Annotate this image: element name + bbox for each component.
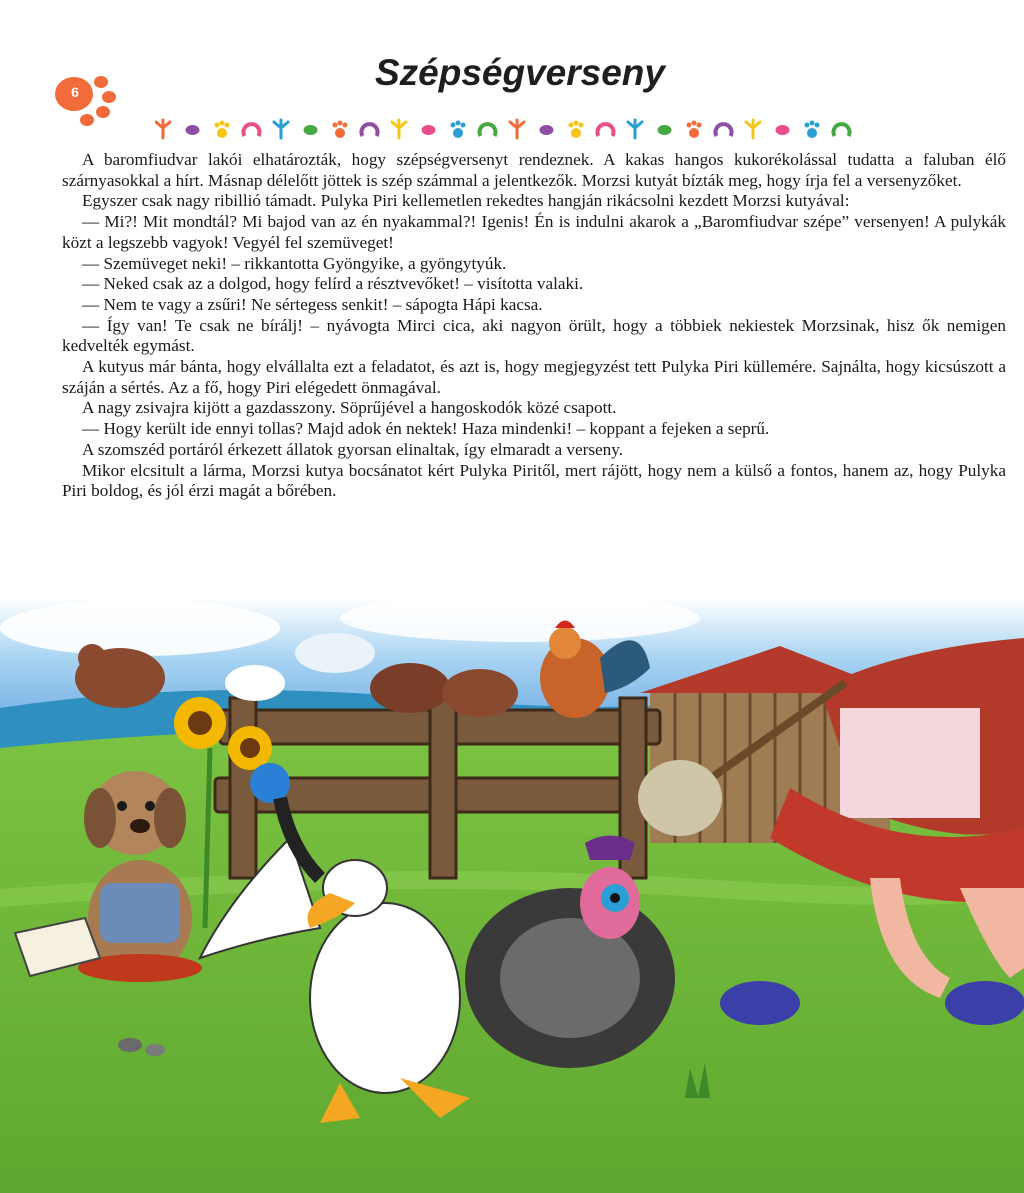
story-paragraph: — Hogy került ide ennyi tollas? Majd adok én nektek! Haza mindenki! – koppant a fejeken a seprű. (82, 419, 770, 439)
horseshoe-icon (244, 124, 260, 136)
story-paragraph: A kutyus már bánta, hogy elvállalta ezt a feladatot, és azt is, hogy megjegyzést tett Pulyka Piri küllemére. Sajnálta, hogy kicsúszott a száján a sértés. Az a fő, hogy Piri elégedett önmagával. (62, 357, 1006, 397)
story-paragraph: — Mi?! Mit mondtál? Mi bajod van az én nyakammal?! Igenis! Én is indulni akarok a „Baromfiudvar szépe” versenyen! A pulykák közt a legszebb vagyok! Vegyél fel szemüveget! (62, 212, 1006, 252)
page-title: Szépségverseny (374, 52, 665, 93)
bird-track-icon (156, 120, 170, 138)
hoof-icon (422, 125, 436, 135)
hoof-icon (776, 125, 790, 135)
paw-icon (215, 121, 230, 139)
story-paragraph: — Neked csak az a dolgod, hogy felírd a résztvevőket! – visította valaki. (82, 274, 584, 294)
story-paragraph: — Szemüveget neki! – rikkantotta Gyöngyike, a gyöngytyúk. (82, 253, 507, 273)
horseshoe-icon (598, 124, 614, 136)
paw-icon (805, 121, 820, 139)
horseshoe-icon (716, 124, 732, 136)
story-paragraph: Egyszer csak nagy ribillió támadt. Pulyka Piri kellemetlen rekedtes hangján rikácsolni kezdett Morzsi kutyával: (82, 191, 850, 211)
paw-icon (569, 121, 584, 139)
farmyard-illustration (0, 598, 1024, 1193)
cloud (0, 600, 280, 656)
paw-icon (333, 121, 348, 139)
paw-icon (451, 121, 466, 139)
hoof-icon (186, 125, 200, 135)
horseshoe-icon (834, 124, 850, 136)
bird-track-icon (274, 120, 288, 138)
story-paragraph: Mikor elcsitult a lárma, Morzsi kutya bocsánatot kért Pulyka Piritől, mert rájött, hogy nem a külső a fontos, hanem az, hogy Pulyka Piri boldog, és jól érzi magát a bőrében. (62, 460, 1006, 501)
animal-tracks-divider (155, 115, 875, 145)
bird-track-icon (510, 120, 524, 138)
hoof-icon (658, 125, 672, 135)
page-number: 6 (71, 84, 79, 100)
story-paragraph: — Nem te vagy a zsűri! Ne sértegess senkit! – sápogta Hápi kacsa. (82, 294, 543, 314)
paw-icon (687, 121, 702, 139)
story-paragraph: A szomszéd portáról érkezett állatok gyorsan elinaltak, így elmaradt a verseny. (82, 439, 624, 459)
bird-track-icon (628, 120, 642, 138)
horseshoe-icon (480, 124, 496, 136)
horseshoe-icon (362, 124, 378, 136)
bird-track-icon (746, 120, 760, 138)
story-text (62, 150, 1006, 502)
story-paragraph: — Így van! Te csak ne bírálj! – nyávogta Mirci cica, aki nagyon örült, hogy a többiek nekiestek Morzsinak, hisz ők nemigen kedvelték egymást. (62, 315, 1006, 356)
bird-track-icon (392, 120, 406, 138)
hoof-icon (540, 125, 554, 135)
story-paragraph: A nagy zsivajra kijött a gazdasszony. Söprűjével a hangoskodók közé csapott. (82, 398, 617, 418)
story-paragraph: A baromfiudvar lakói elhatározták, hogy szépségversenyt rendeznek. A kakas hangos kukorékolással tudatta a faluban élő szárnyasokkal a hírt. Másnap délelőtt jöttek is szép számmal a jelentkezők. Morzsi kutyát bízták meg, hogy írja fel a versenyzőket. (62, 150, 1006, 190)
hoof-icon (304, 125, 318, 135)
